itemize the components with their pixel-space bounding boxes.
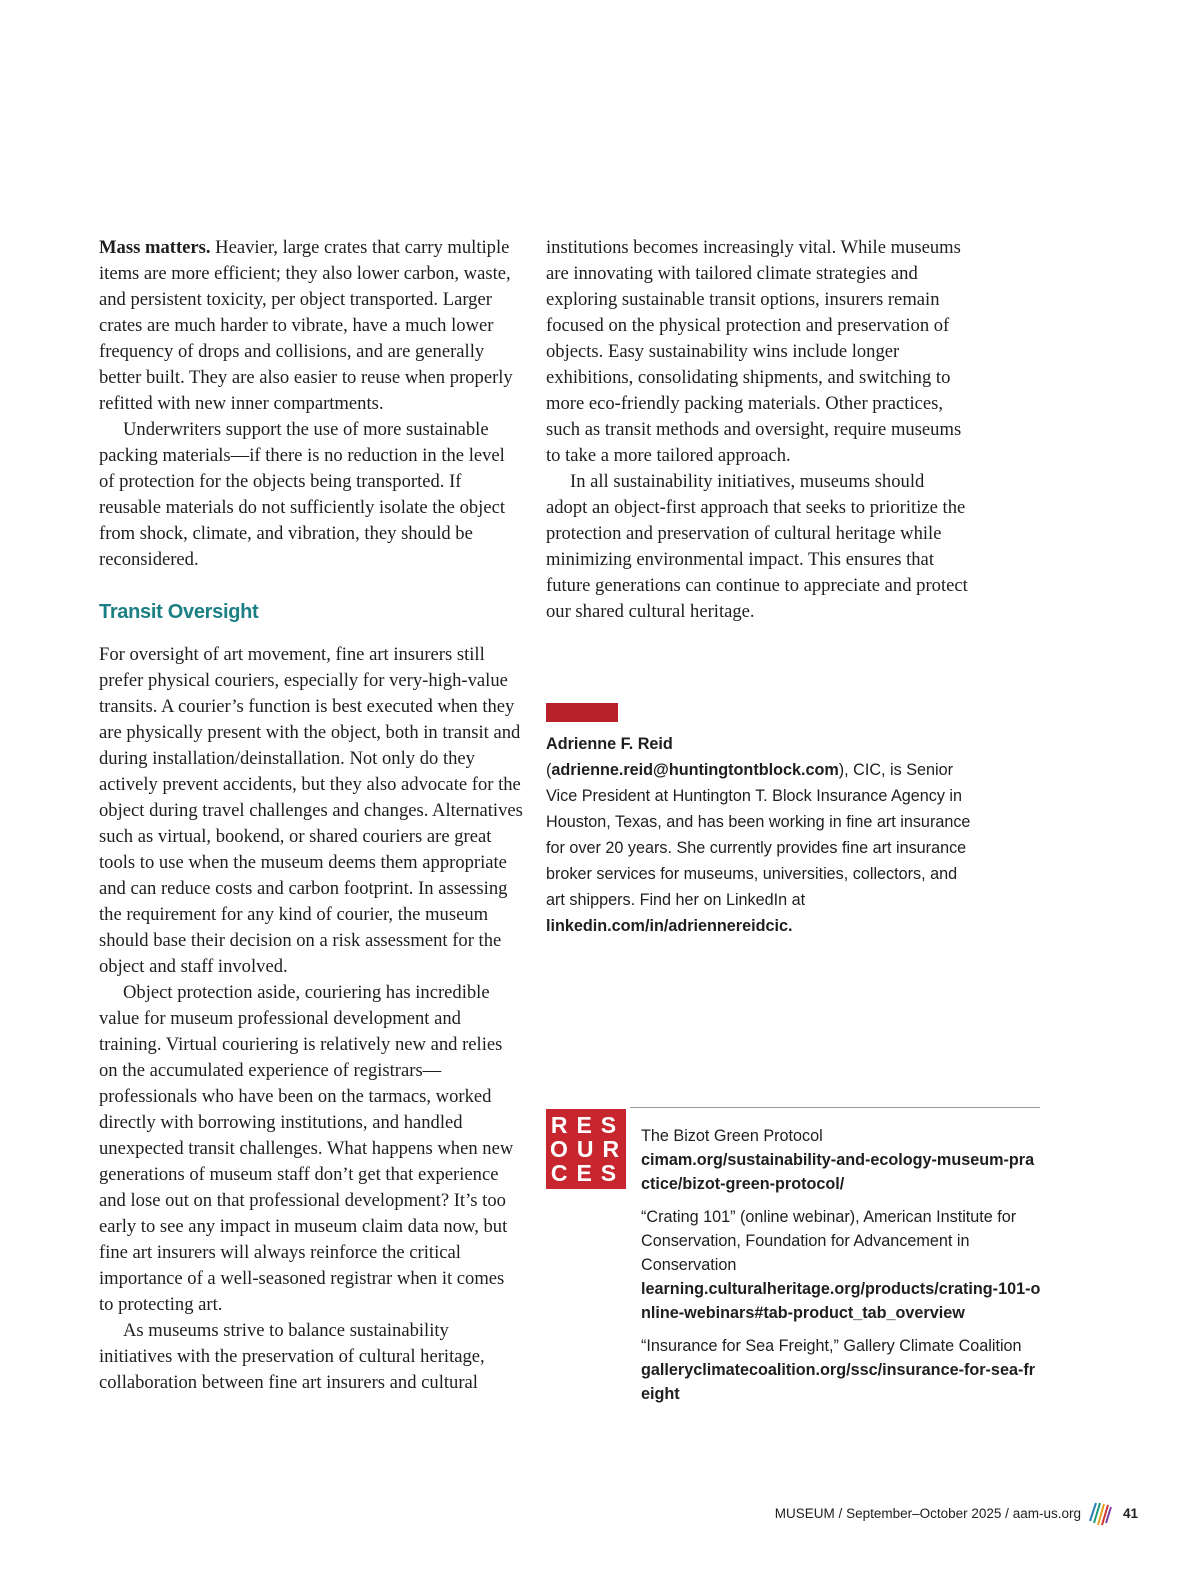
resource-title: The Bizot Green Protocol [641, 1127, 823, 1145]
paragraph-oversight: For oversight of art movement, fine art insurers still prefer physical couriers, especially for very-high-value transits. A courier’s function is best executed when they are physically present with the object, both in transit and during installation/deinstallation. Not only do they actively prevent accidents, but they also advocate for the object during travel challenges and changes. Alternatives such as virtual, bookend, or shared couriers are great tools to use when the museum deems them appropriate and can reduce costs and carbon footprint. In assessing the requirement for any kind of courier, the museum should base their decision on a risk assessment for the object and staff involved. [99, 643, 523, 977]
footer-separator: / [1001, 1505, 1013, 1521]
left-column [99, 235, 523, 1396]
section-heading: Transit Oversight [99, 601, 259, 623]
bio-text: ), CIC, is Senior Vice President at Huntington T. Block Insurance Agency in Houston, Texas, and has been working in fine art insurance for over 20 years. She currently provides fine art insurance broker services for museums, universities, collectors, and art shippers. Find her on LinkedIn at [546, 761, 971, 909]
bio-accent-bar [546, 703, 618, 722]
page-number: 41 [1122, 1505, 1138, 1521]
issue-date: September–October 2025 [846, 1505, 1002, 1521]
paragraph-institutions: institutions becomes increasingly vital. While museums are innovating with tailored climate strategies and exploring sustainable transit options, insurers remain focused on the physical protection and preservation of objects. Easy sustainability wins include longer exhibitions, consolidating shipments, and switching to more eco-friendly packing materials. Other practices, such as transit methods and oversight, require museums to take a more tailored approach. [546, 237, 962, 466]
author-bio [546, 731, 976, 939]
badge-line: CES [550, 1160, 626, 1186]
resource-item [641, 1124, 1041, 1196]
paragraph-mass-matters [99, 235, 523, 417]
resources-divider [630, 1107, 1040, 1108]
author-email-link[interactable]: adrienne.reid@huntingtontblock.com [551, 761, 839, 779]
badge-line: OUR [550, 1136, 629, 1162]
footer-separator: / [834, 1505, 847, 1521]
footer-text [775, 1506, 1081, 1521]
website: aam-us.org [1012, 1505, 1081, 1521]
page-footer [775, 1499, 1138, 1527]
resource-link[interactable]: galleryclimatecoalition.org/ssc/insurance-for-sea-freight [641, 1361, 1036, 1403]
paragraph-balance: As museums strive to balance sustainability initiatives with the preservation of cultural heritage, collaboration between fine art insurers and cultural [99, 1319, 485, 1393]
resource-link[interactable]: learning.culturalheritage.org/products/crating-101-online-webinars#tab-product_tab_overview [641, 1280, 1041, 1322]
resource-title: “Insurance for Sea Freight,” Gallery Climate Coalition [641, 1337, 1022, 1355]
right-column [546, 235, 970, 625]
resources-badge [546, 1109, 629, 1189]
resources-list [641, 1124, 1041, 1415]
linkedin-link[interactable]: linkedin.com/in/adriennereidcic. [546, 917, 793, 935]
magazine-name: MUSEUM [774, 1505, 835, 1521]
paragraph-text: Heavier, large crates that carry multiple items are more efficient; they also lower carbon, waste, and persistent toxicity, per object transported. Larger crates are much harder to vibrate, have a much lower frequency of drops and collisions, and are generally better built. They are also easier to reuse when properly refitted with new inner compartments. [99, 237, 513, 414]
lead-in: Mass matters. [99, 237, 211, 258]
resource-item [641, 1334, 1041, 1406]
resources-badge-text [546, 1112, 629, 1186]
resource-link[interactable]: cimam.org/sustainability-and-ecology-museum-practice/bizot-green-protocol/ [641, 1151, 1035, 1193]
resource-item [641, 1205, 1041, 1325]
paragraph-underwriters: Underwriters support the use of more sustainable packing materials—if there is no reduction in the level of protection for the objects being transported. If reusable materials do not sufficiently isolate the object from shock, climate, and vibration, they should be reconsidered. [99, 419, 506, 570]
paragraph-object-protection: Object protection aside, couriering has incredible value for museum professional development and training. Virtual couriering is relatively new and relies on the accumulated experience of registrars—professionals who have been on the tarmacs, worked directly with borrowing institutions, and handled unexpected transit challenges. What happens when new generations of museum staff don’t get that experience and lose out on that professional development? It’s too early to see any impact in museum claim data now, but fine art insurers will always reinforce the critical importance of a well-seasoned registrar when it comes to protecting art. [99, 981, 514, 1315]
bio-paren: ( [546, 761, 552, 779]
author-name: Adrienne F. Reid [546, 735, 673, 753]
paragraph-object-first: In all sustainability initiatives, museums should adopt an object-first approach that seeks to prioritize the protection and preservation of cultural heritage while minimizing environmental impact. This ensures that future generations can continue to appreciate and protect our shared cultural heritage. [546, 471, 968, 622]
aam-logo-icon [1087, 1499, 1113, 1527]
resource-title: “Crating 101” (online webinar), American Institute for Conservation, Foundation for Advancement in Conservation [641, 1208, 1017, 1274]
badge-line: RES [550, 1112, 626, 1138]
